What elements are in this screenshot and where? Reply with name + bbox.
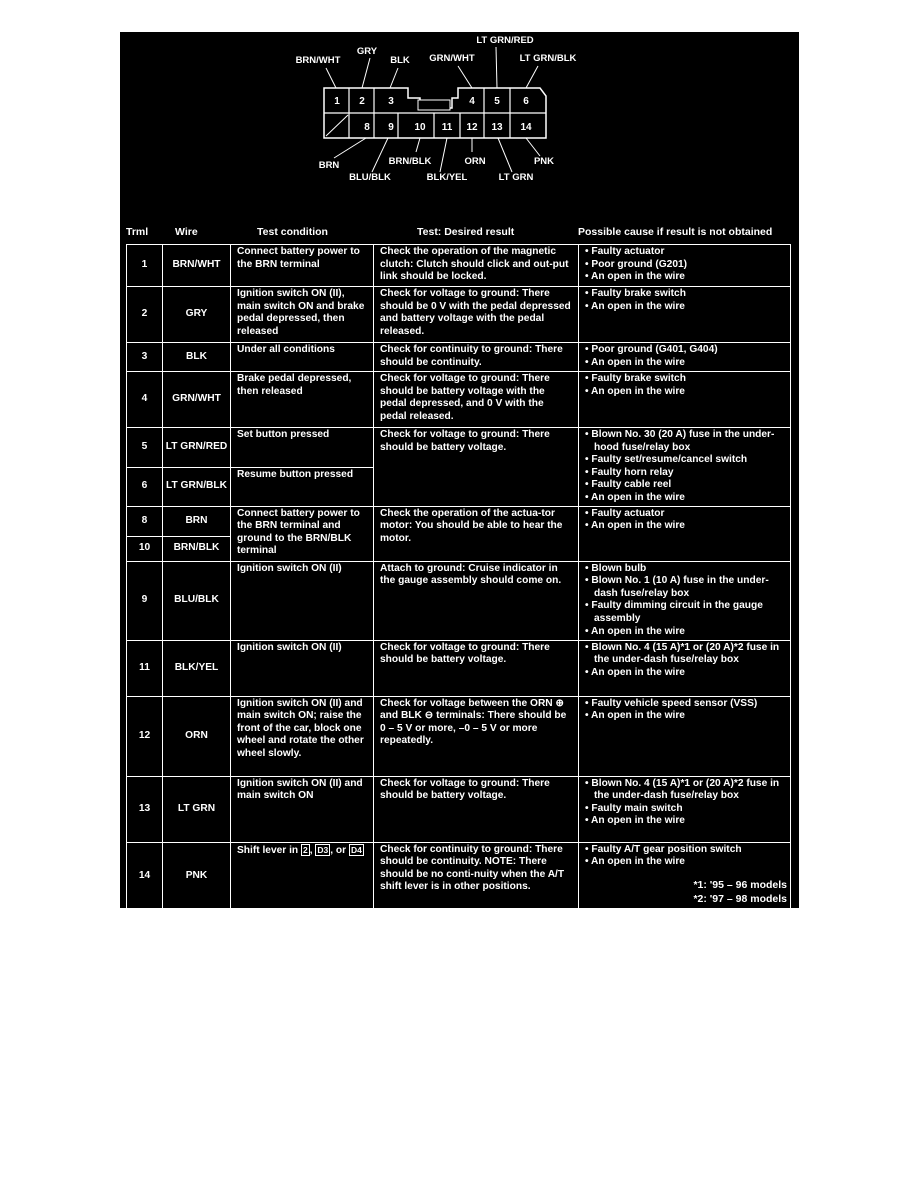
trml-cell: 9 [127,561,163,640]
pin-8: 8 [364,122,370,133]
cause-cell [579,561,791,640]
wire-label-brn-blk: BRN/BLK [388,156,432,167]
cause-item: • Poor ground (G401, G404) [585,344,718,355]
table-row [127,372,791,428]
result-cell: Check for voltage to ground: There should be 0 V with the pedal depressed and battery voltage with the pedal released. [374,287,579,343]
cause-item: • Faulty cable reel [585,479,672,491]
footnotes [693,879,787,906]
pin-14: 14 [520,122,532,133]
cause-item: • An open in the wire [585,520,685,532]
trml-cell: 1 [127,245,163,287]
pin-12: 12 [466,122,478,133]
table-row [127,561,791,640]
cause-item: • Faulty vehicle speed sensor (VSS) [585,697,758,709]
wire-label-lt-grn-blk: LT GRN/BLK [519,53,577,64]
wire-cell: LT GRN/RED [163,428,231,468]
table-row [127,776,791,842]
condition-cell: Set button pressed [231,428,374,468]
cause-cell [579,640,791,696]
wire-cell: BLK [163,343,231,372]
wire-label-orn: ORN [464,156,486,167]
cause-item: • Faulty main switch [585,802,683,814]
trml-cell: 5 [127,428,163,468]
cause-item: • An open in the wire [585,491,685,503]
trml-cell: 8 [127,506,163,536]
result-cell: Attach to ground: Cruise indicator in the gauge assembly should come on. [374,561,579,640]
header-wire: Wire [175,226,198,238]
wire-cell: ORN [163,696,231,776]
cause-item: • An open in the wire [585,815,685,827]
cause-item: • An open in the wire [585,710,685,722]
wire-cell: BLK/YEL [163,640,231,696]
pin-2: 2 [359,96,365,107]
wire-label-brn: BRN [318,160,340,171]
result-cell: Check the operation of the magnetic clutch: Clutch should click and out-put link should be locked. [374,245,579,287]
cause-item: • Faulty A/T gear position switch [585,843,742,855]
cause-item: • Blown bulb [585,562,647,574]
cause-item: • Blown No. 1 (10 A) fuse in the under-dash fuse/relay box [585,575,769,599]
pin-11: 11 [441,122,453,133]
cause-item: • An open in the wire [585,356,685,368]
trml-cell: 13 [127,776,163,842]
condition-cell: Ignition switch ON (II) and main switch ON; raise the front of the car, block one wheel and rotate the other wheel slowly. [231,696,374,776]
condition-cell: Brake pedal depressed, then released [231,372,374,428]
cause-item: • An open in the wire [585,625,685,637]
gear-d3-box: D3 [317,844,329,855]
table-row [127,696,791,776]
pin-9: 9 [388,122,394,133]
cause-item: • Faulty horn relay [585,466,674,478]
wire-label-brn-wht: BRN/WHT [295,55,341,66]
cause-item: • An open in the wire [585,271,685,283]
cause-cell [579,428,791,507]
wire-cell: PNK [163,842,231,910]
wire-label-lt-grn-red: LT GRN/RED [476,35,534,46]
cause-cell [579,776,791,842]
pin-6: 6 [523,96,529,107]
header-test-result: Test: Desired result [417,226,515,238]
cause-cell [579,506,791,561]
cause-item: • Blown No. 4 (15 A)*1 or (20 A)*2 fuse in the under-dash fuse/relay box [585,641,780,666]
table-row [127,842,791,910]
header-cause: Possible cause if result is not obtained [578,226,773,238]
condition-cell: Resume button pressed [231,467,374,506]
wire-cell: BRN/WHT [163,245,231,287]
wire-label-blk-yel: BLK/YEL [426,172,468,183]
gear-2-box: 2 [302,844,308,855]
cause-cell [579,343,791,372]
wiring-reference-sheet [120,32,799,908]
header-test-condition: Test condition [257,226,328,238]
cause-item: • Faulty set/resume/cancel switch [585,454,748,466]
table-row [127,428,791,468]
cause-item: • Blown No. 4 (15 A)*1 or (20 A)*2 fuse in the under-dash fuse/relay box [585,777,780,802]
result-cell: Check for voltage to ground: There should be battery voltage. [374,776,579,842]
condition-cell: Connect battery power to the BRN terminal [231,245,374,287]
table-header [120,223,799,243]
cause-item: • Faulty brake switch [585,373,686,384]
table-row [127,506,791,536]
condition-cell: Ignition switch ON (II) [231,640,374,696]
table-row [127,245,791,287]
wire-cell: GRN/WHT [163,372,231,428]
cause-cell [579,372,791,428]
wire-label-gry: GRY [356,46,378,57]
table-row [127,287,791,343]
table-row [127,343,791,372]
cause-item: • Faulty dimming circuit in the gauge assembly [585,600,763,624]
cause-item: • Faulty actuator [585,246,665,257]
wire-cell: LT GRN/BLK [163,467,231,506]
wire-cell: LT GRN [163,776,231,842]
connector-diagram [120,32,799,222]
cause-item: • Faulty actuator [585,507,665,519]
cause-item: • An open in the wire [585,666,685,678]
header-trml: Trml [126,226,149,238]
footnote-2: *2: '97 – 98 models [693,892,787,905]
cause-item: • Poor ground (G201) [585,258,688,270]
cause-cell [579,245,791,287]
wire-cell: BLU/BLK [163,561,231,640]
pin-13: 13 [491,122,503,133]
wire-cell: GRY [163,287,231,343]
pin-1: 1 [334,96,340,107]
cause-item: • An open in the wire [585,385,685,397]
result-cell: Check for voltage between the ORN ⊕ and BLK ⊖ terminals: There should be 0 – 5 V or more, –0 – 5 V or more repeatedly. [374,696,579,776]
condition-cell: Under all conditions [231,343,374,372]
trml-cell: 11 [127,640,163,696]
cause-cell [579,287,791,343]
footnote-1: *1: '95 – 96 models [693,879,787,891]
trml-cell: 3 [127,343,163,372]
wire-cell: BRN/BLK [163,536,231,561]
condition-cell: Ignition switch ON (II), main switch ON and brake pedal depressed, then released [231,287,374,343]
pin-3: 3 [388,96,394,107]
condition-cell: Ignition switch ON (II) [231,561,374,640]
condition-text: Shift lever in [237,844,299,856]
cause-item: • An open in the wire [585,300,685,312]
wire-label-lt-grn: LT GRN [498,172,534,183]
result-cell: Check for voltage to ground: There should be battery voltage. [374,428,579,507]
trml-cell: 12 [127,696,163,776]
pin-10: 10 [414,122,426,133]
wire-label-pnk: PNK [533,156,555,167]
condition-cell: Shift lever in 2 , D3 , or D4 [231,842,374,910]
wire-cell: BRN [163,506,231,536]
cause-item: • An open in the wire [585,856,685,868]
cause-item: • Blown No. 30 (20 A) fuse in the under-hood fuse/relay box [585,429,775,453]
wire-label-blu-blk: BLU/BLK [349,172,391,183]
result-cell: Check for voltage to ground: There should be battery voltage. [374,640,579,696]
cause-item: • Faulty brake switch [585,288,686,299]
pin-5: 5 [494,96,500,107]
result-cell: Check for continuity to ground: There should be continuity. [374,343,579,372]
trml-cell: 14 [127,842,163,910]
trml-cell: 10 [127,536,163,561]
condition-cell: Ignition switch ON (II) and main switch ON [231,776,374,842]
result-cell: Check for voltage to ground: There should be battery voltage with the pedal depressed, and 0 V with the pedal released. [374,372,579,428]
table-row [127,640,791,696]
trml-cell: 2 [127,287,163,343]
gear-d4-box: D4 [350,844,362,855]
terminal-test-table [126,244,791,911]
condition-cell: Connect battery power to the BRN terminal and ground to the BRN/BLK terminal [231,506,374,561]
wire-label-blk: BLK [390,55,410,66]
result-cell: Check for continuity to ground: There should be continuity. NOTE: There should be no conti-nuity when the A/T shift lever is in other positions. [374,842,579,910]
wire-label-grn-wht: GRN/WHT [429,53,475,64]
trml-cell: 4 [127,372,163,428]
result-cell: Check the operation of the actua-tor motor: You should be able to hear the motor. [374,506,579,561]
pin-4: 4 [469,96,475,107]
cause-cell [579,696,791,776]
trml-cell: 6 [127,467,163,506]
